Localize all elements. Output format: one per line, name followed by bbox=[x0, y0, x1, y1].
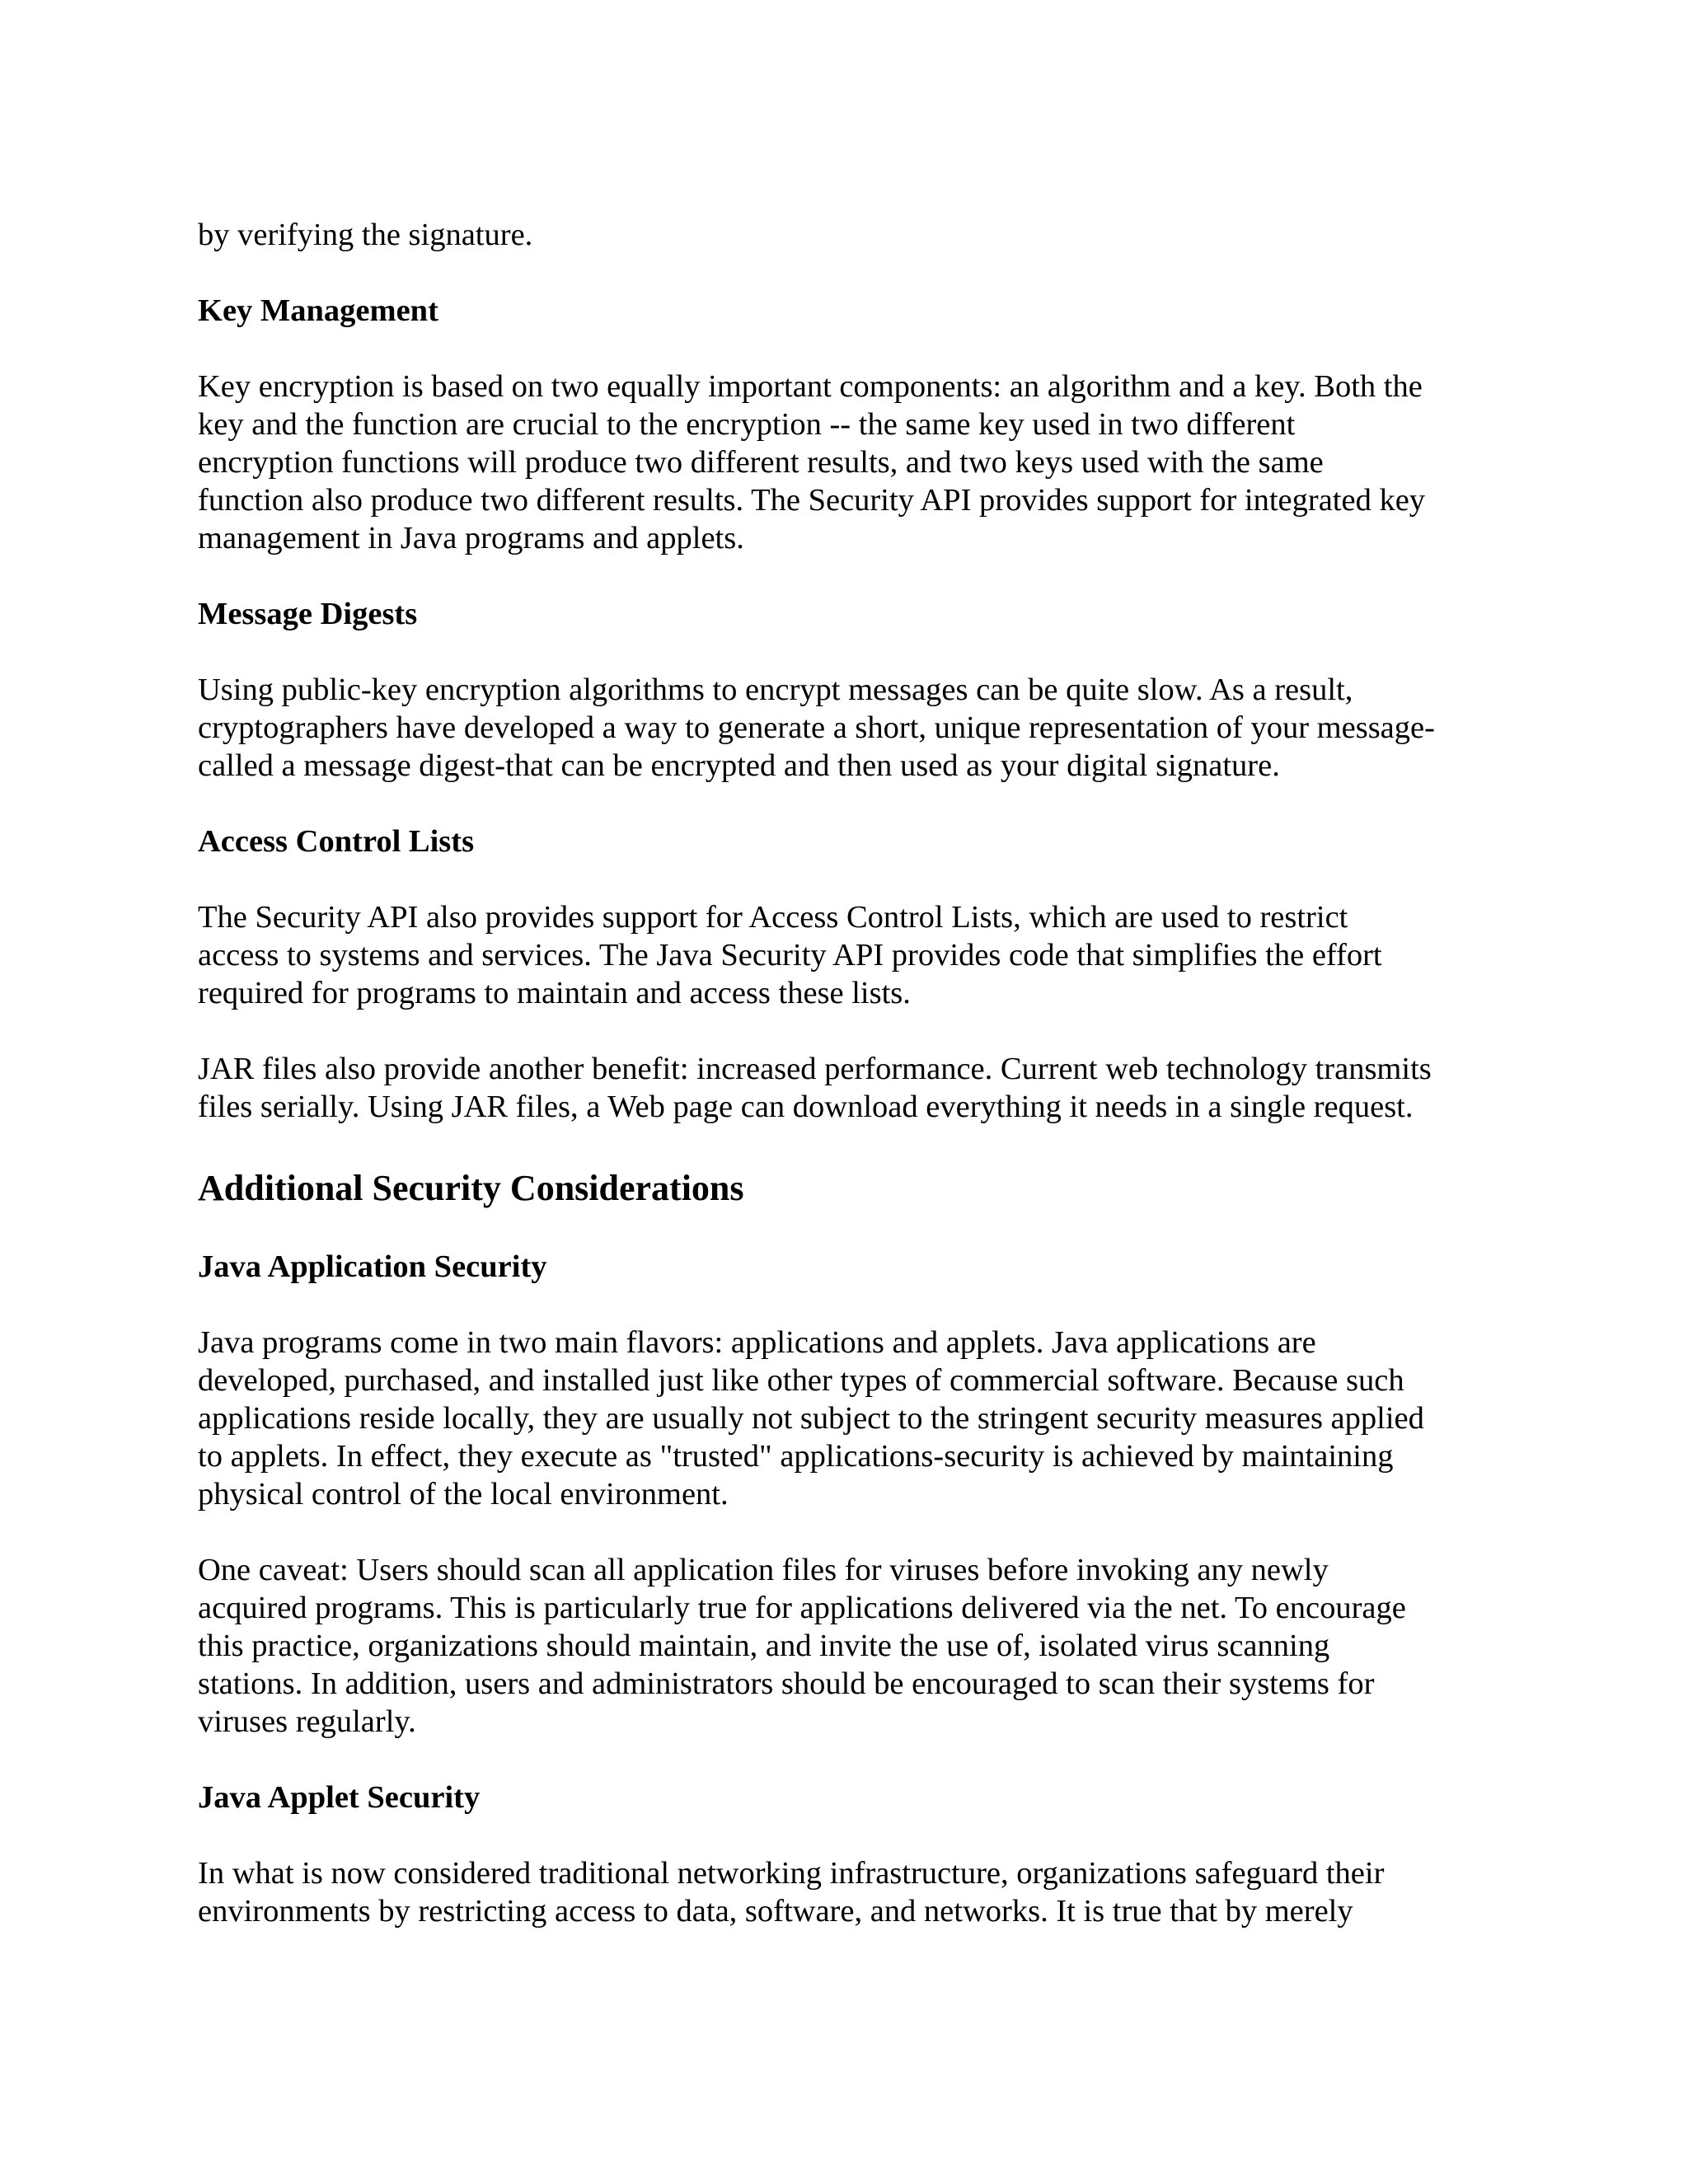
paragraph-line: In what is now considered traditional networking infrastructure, organizations safeguard their bbox=[198, 1856, 1385, 1891]
paragraph-line: files serially. Using JAR files, a Web page can download everything it needs in a single request. bbox=[198, 1090, 1414, 1124]
paragraph-line: developed, purchased, and installed just like other types of commercial software. Because such bbox=[198, 1363, 1404, 1398]
paragraph-line: One caveat: Users should scan all application files for viruses before invoking any newly bbox=[198, 1553, 1329, 1587]
paragraph-line: applications reside locally, they are usually not subject to the stringent security measures applied bbox=[198, 1401, 1424, 1436]
heading-access-control-lists: Access Control Lists bbox=[198, 824, 475, 859]
paragraph-line: Java programs come in two main flavors: applications and applets. Java applications are bbox=[198, 1325, 1316, 1360]
paragraph-line: physical control of the local environment. bbox=[198, 1477, 729, 1511]
paragraph-line: function also produce two different results. The Security API provides support for integrated key bbox=[198, 483, 1426, 518]
paragraph-line: Using public-key encryption algorithms to encrypt messages can be quite slow. As a result, bbox=[198, 673, 1353, 707]
heading-message-digests: Message Digests bbox=[198, 597, 418, 631]
paragraph-line: Key encryption is based on two equally important components: an algorithm and a key. Both the bbox=[198, 369, 1423, 404]
heading-additional-security-considerations: Additional Security Considerations bbox=[198, 1168, 744, 1208]
heading-java-applet-security: Java Applet Security bbox=[198, 1780, 481, 1815]
paragraph-line: viruses regularly. bbox=[198, 1704, 416, 1739]
paragraph-line: called a message digest-that can be encrypted and then used as your digital signature. bbox=[198, 748, 1280, 783]
paragraph-line: key and the function are crucial to the encryption -- the same key used in two different bbox=[198, 407, 1296, 442]
paragraph-line: access to systems and services. The Java Security API provides code that simplifies the effort bbox=[198, 938, 1382, 972]
paragraph-line: management in Java programs and applets. bbox=[198, 521, 744, 555]
heading-key-management: Key Management bbox=[198, 293, 438, 328]
paragraph-line: required for programs to maintain and access these lists. bbox=[198, 976, 911, 1010]
opening-fragment: by verifying the signature. bbox=[198, 218, 533, 252]
paragraph-line: environments by restricting access to data, software, and networks. It is true that by merely bbox=[198, 1894, 1353, 1929]
paragraph-line: to applets. In effect, they execute as "trusted" applications-security is achieved by maintaining bbox=[198, 1439, 1394, 1474]
paragraph-line: The Security API also provides support for Access Control Lists, which are used to restrict bbox=[198, 900, 1348, 935]
heading-java-application-security: Java Application Security bbox=[198, 1249, 547, 1284]
paragraph-line: cryptographers have developed a way to generate a short, unique representation of your message- bbox=[198, 710, 1435, 745]
paragraph-line: acquired programs. This is particularly true for applications delivered via the net. To encourage bbox=[198, 1591, 1406, 1625]
paragraph-line: stations. In addition, users and administrators should be encouraged to scan their systems for bbox=[198, 1666, 1375, 1701]
paragraph-line: JAR files also provide another benefit: increased performance. Current web technology transmits bbox=[198, 1052, 1432, 1086]
paragraph-line: this practice, organizations should maintain, and invite the use of, isolated virus scanning bbox=[198, 1629, 1330, 1663]
paragraph-line: encryption functions will produce two different results, and two keys used with the same bbox=[198, 445, 1324, 480]
